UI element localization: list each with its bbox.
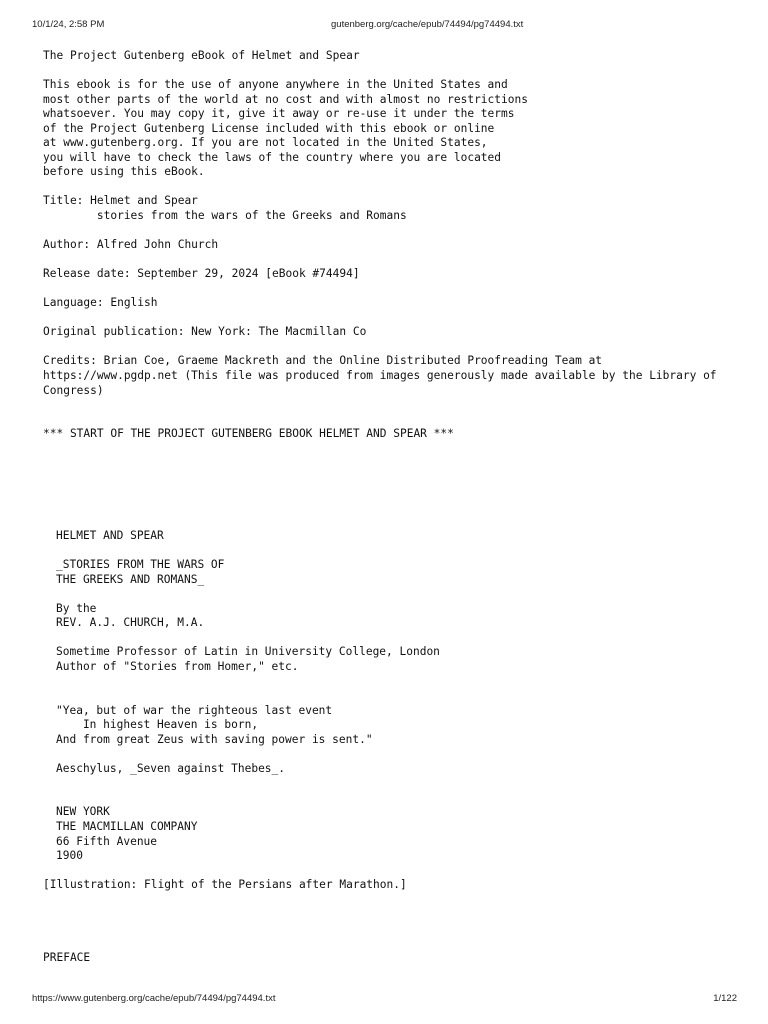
subtitle-line: stories from the wars of the Greeks and Romans bbox=[43, 209, 407, 223]
license-paragraph bbox=[43, 78, 743, 180]
epigraph-line: In highest Heaven is born, bbox=[56, 718, 259, 732]
publisher-line: NEW YORK bbox=[56, 805, 110, 819]
byline: REV. A.J. CHURCH, M.A. bbox=[56, 616, 205, 630]
page-indicator: 1/122 bbox=[713, 993, 737, 1004]
credits-line: Credits: Brian Coe, Graeme Mackreth and the Online Distributed Proofreading Team at bbox=[43, 354, 603, 368]
epigraph-line: "Yea, but of war the righteous last event bbox=[56, 703, 333, 717]
release-date-line: Release date: September 29, 2024 [eBook #74494] bbox=[43, 267, 360, 281]
publisher-line: 1900 bbox=[56, 849, 83, 863]
illustration-caption: [Illustration: Flight of the Persians after Marathon.] bbox=[43, 878, 407, 892]
publisher-line: 66 Fifth Avenue bbox=[56, 834, 158, 848]
credits-paragraph bbox=[43, 354, 743, 398]
epigraph-source: Aeschylus, _Seven against Thebes_. bbox=[56, 761, 286, 775]
license-line: of the Project Gutenberg License included with this ebook or online bbox=[43, 121, 495, 135]
preface-heading: PREFACE bbox=[43, 950, 91, 964]
book-subtitle-line: THE GREEKS AND ROMANS_ bbox=[56, 572, 205, 586]
book-subtitle-line: _STORIES FROM THE WARS OF bbox=[56, 558, 225, 572]
license-line: before using this eBook. bbox=[43, 165, 205, 179]
print-datetime: 10/1/24, 2:58 PM bbox=[32, 19, 105, 30]
license-line: This ebook is for the use of anyone anywhere in the United States and bbox=[43, 78, 508, 92]
ebook-heading: The Project Gutenberg eBook of Helmet and Spear bbox=[43, 49, 360, 62]
license-line: most other parts of the world at no cost and with almost no restrictions bbox=[43, 92, 528, 106]
license-line: whatsoever. You may copy it, give it away or re-use it under the terms bbox=[43, 107, 515, 121]
credits-line: https://www.pgdp.net (This file was produced from images generously made available by the Library of bbox=[43, 369, 717, 383]
license-line: at www.gutenberg.org. If you are not located in the United States, bbox=[43, 136, 488, 150]
license-line: you will have to check the laws of the country where you are located bbox=[43, 150, 502, 164]
author-description: Author of "Stories from Homer," etc. bbox=[56, 659, 299, 673]
start-marker: *** START OF THE PROJECT GUTENBERG EBOOK HELMET AND SPEAR *** bbox=[43, 427, 454, 441]
print-header-url: gutenberg.org/cache/epub/74494/pg74494.txt bbox=[331, 19, 524, 30]
title-page bbox=[43, 529, 743, 864]
publication-line: Original publication: New York: The Macmillan Co bbox=[43, 325, 367, 339]
epigraph-line: And from great Zeus with saving power is sent." bbox=[56, 732, 373, 746]
credits-line: Congress) bbox=[43, 383, 104, 397]
book-title: HELMET AND SPEAR bbox=[56, 529, 164, 543]
title-line: Title: Helmet and Spear bbox=[43, 194, 198, 208]
plain-text-document bbox=[43, 49, 743, 965]
author-line: Author: Alfred John Church bbox=[43, 238, 219, 252]
print-footer bbox=[0, 993, 768, 1007]
print-footer-url: https://www.gutenberg.org/cache/epub/74494/pg74494.txt bbox=[32, 993, 276, 1004]
language-line: Language: English bbox=[43, 296, 158, 310]
publisher-line: THE MACMILLAN COMPANY bbox=[56, 820, 198, 833]
author-description: Sometime Professor of Latin in University College, London bbox=[56, 645, 440, 659]
print-header bbox=[0, 19, 768, 33]
byline: By the bbox=[56, 601, 97, 615]
